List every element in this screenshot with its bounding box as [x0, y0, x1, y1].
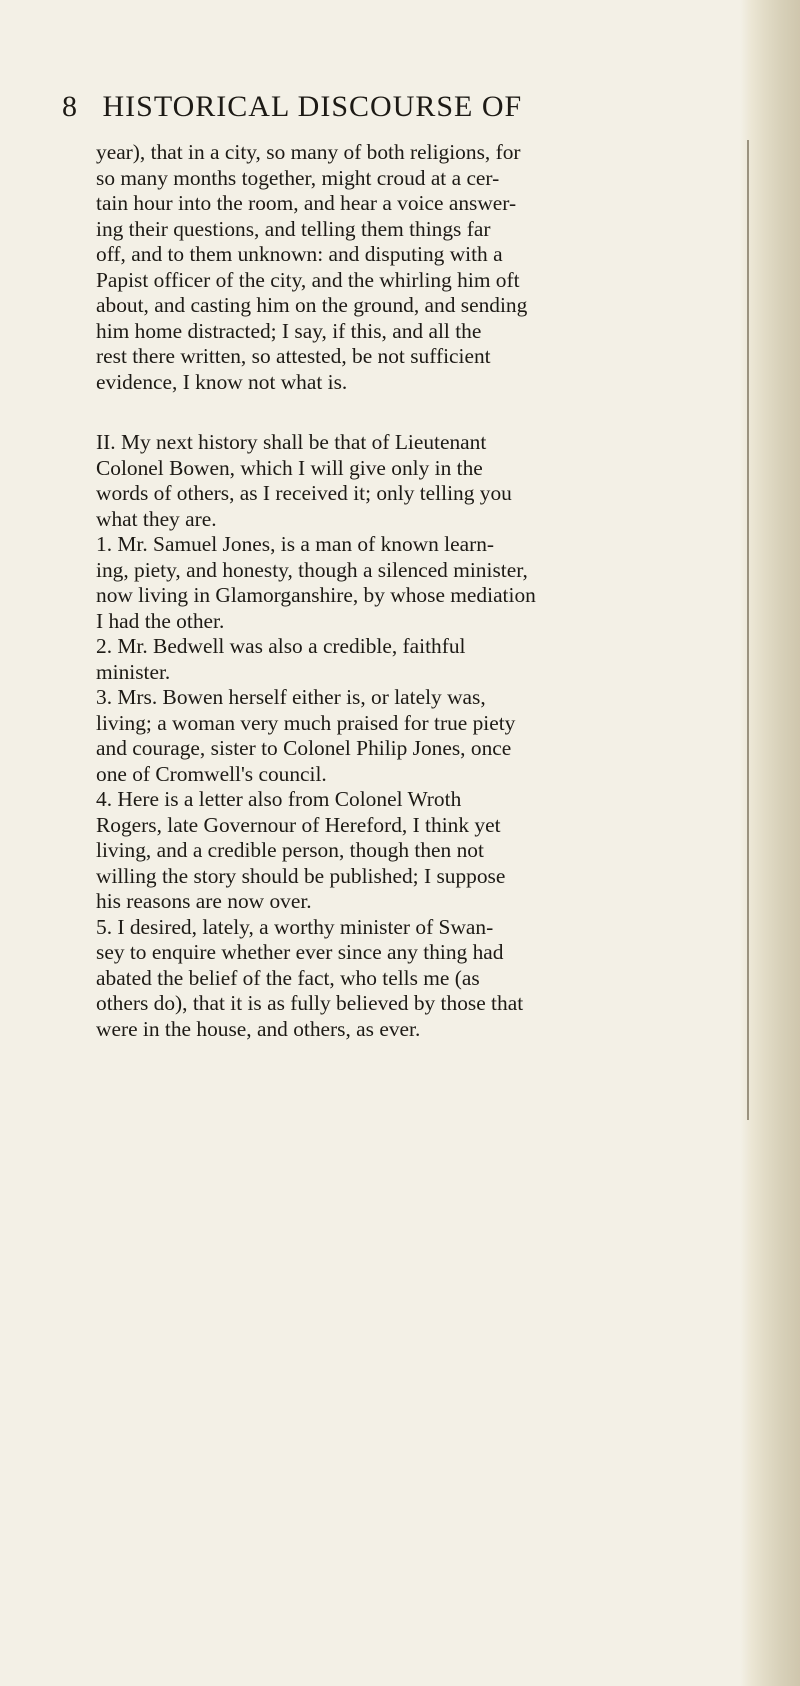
text-line: living, and a credible person, though then not — [96, 838, 484, 862]
text-line: minister. — [96, 659, 171, 684]
text-line: what they are. — [96, 506, 217, 531]
text-line: others do), that it is as fully believed by those that — [96, 991, 524, 1015]
text-line: so many months together, might croud at a cer- — [96, 165, 500, 190]
text-line: were in the house, and others, as ever. — [96, 1016, 421, 1041]
text-line: tain hour into the room, and hear a voice answer- — [96, 191, 517, 215]
paragraph-gap — [96, 395, 736, 430]
running-header — [62, 90, 522, 130]
text-line: year), that in a city, so many of both religions, for — [96, 140, 521, 164]
text-line: his reasons are now over. — [96, 889, 312, 913]
text-line: ing their questions, and telling them things far — [96, 216, 491, 241]
text-line: willing the story should be published; I suppose — [96, 863, 506, 888]
text-line: 4. Here is a letter also from Colonel Wroth — [96, 787, 462, 811]
text-line: about, and casting him on the ground, and sending — [96, 293, 528, 317]
text-line: Rogers, late Governour of Hereford, I think yet — [96, 812, 501, 837]
text-line: evidence, I know not what is. — [96, 369, 348, 394]
text-line: ing, piety, and honesty, though a silenced minister, — [96, 557, 528, 582]
text-line: 2. Mr. Bedwell was also a credible, faithful — [96, 634, 466, 658]
page-number: 8 — [62, 90, 78, 123]
text-line: Papist officer of the city, and the whirling him oft — [96, 267, 520, 292]
text-line: 5. I desired, lately, a worthy minister of Swan- — [96, 914, 494, 939]
text-line: II. My next history shall be that of Lieutenant — [96, 430, 487, 454]
text-line: sey to enquire whether ever since any thing had — [96, 940, 504, 964]
text-line: off, and to them unknown: and disputing with a — [96, 242, 503, 266]
paragraph-conclusion — [96, 140, 736, 395]
text-line: 3. Mrs. Bowen herself either is, or lately was, — [96, 685, 486, 709]
text-line: rest there written, so attested, be not sufficient — [96, 344, 491, 368]
text-line: 1. Mr. Samuel Jones, is a man of known learn- — [96, 532, 495, 556]
text-line: words of others, as I received it; only telling you — [96, 481, 512, 505]
text-line: living; a woman very much praised for true piety — [96, 710, 516, 735]
paragraph-history-two — [96, 430, 736, 1042]
text-line: now living in Glamorganshire, by whose mediation — [96, 583, 536, 607]
page-edge-shadow — [740, 0, 800, 1686]
text-line: and courage, sister to Colonel Philip Jones, once — [96, 736, 512, 760]
page-edge-line — [747, 140, 749, 1120]
text-line: abated the belief of the fact, who tells me (as — [96, 965, 480, 990]
body-text — [96, 140, 736, 1042]
text-line: I had the other. — [96, 608, 225, 633]
text-line: him home distracted; I say, if this, and all the — [96, 318, 482, 343]
running-title: HISTORICAL DISCOURSE OF — [102, 90, 523, 123]
text-line: Colonel Bowen, which I will give only in the — [96, 455, 483, 480]
text-line: one of Cromwell's council. — [96, 761, 327, 786]
